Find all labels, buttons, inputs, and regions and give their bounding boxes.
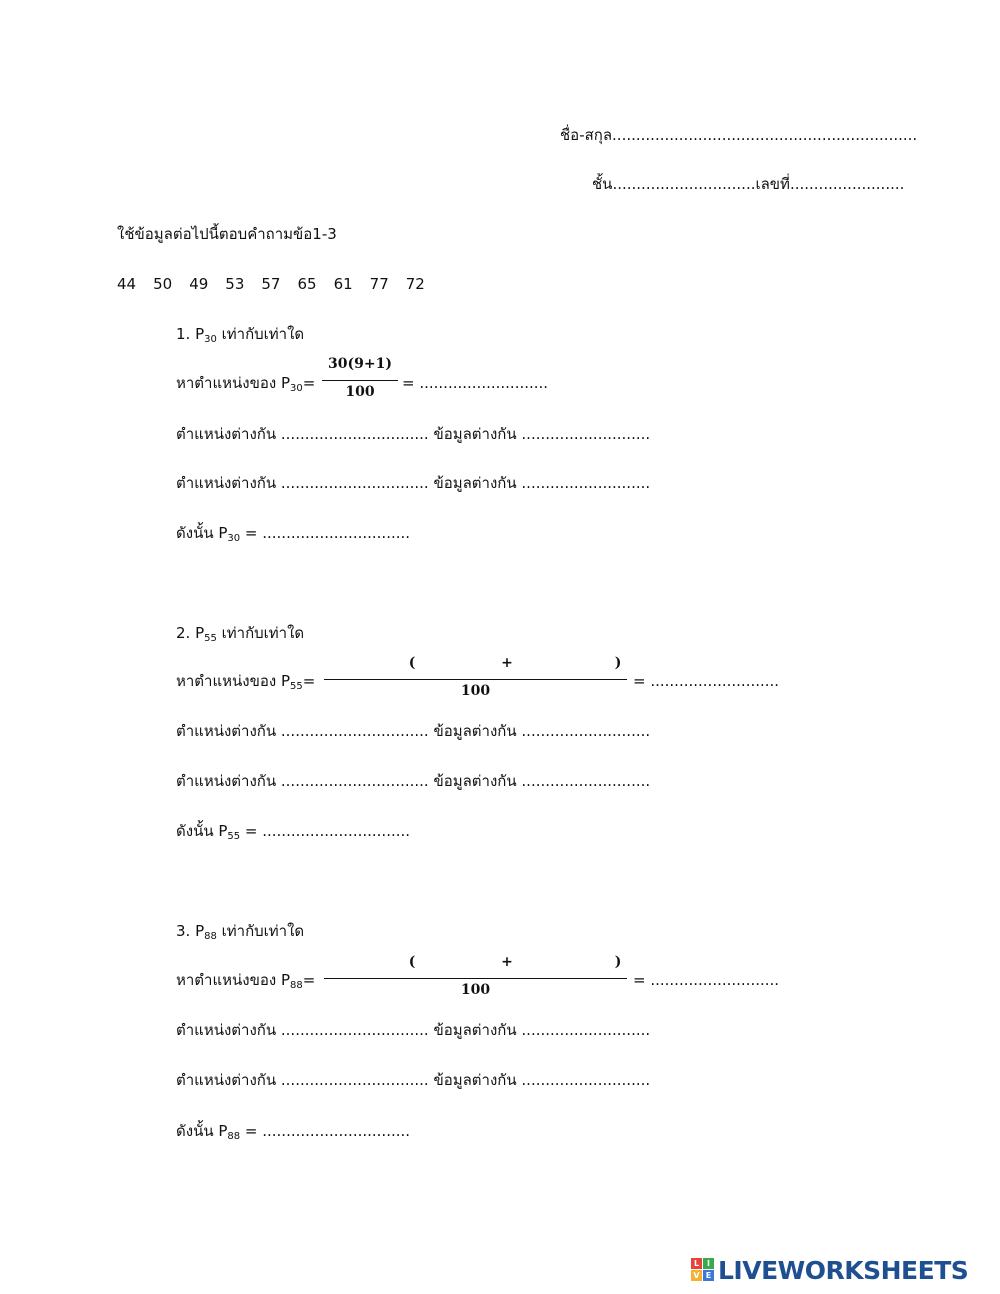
data-value: 57 [261, 275, 281, 293]
question-3-position-label: หาตำแหน่งของ $P_{88}=$ [176, 971, 316, 991]
number-blank[interactable]: ........................ [789, 175, 905, 193]
numerator-plus: + [501, 954, 513, 970]
instruction-text: ใช้ข้อมูลต่อไปนี้ตอบคำถามข้อ1-3 [117, 225, 337, 243]
question-1-fraction [322, 356, 398, 406]
numerator-close-paren: ) [614, 655, 622, 671]
question-1-diff-row-2[interactable]: ตำแหน่งต่างกัน ............................... ข้อมูลต่างกัน ........................... [176, 474, 651, 492]
dataset-values [117, 274, 442, 294]
data-value: 72 [405, 275, 425, 293]
numerator-close-paren: ) [614, 954, 622, 970]
question-1-answer[interactable]: ดังนั้น $P_{30}$ = ............................... [176, 524, 411, 544]
question-3-fraction[interactable] [324, 954, 627, 1004]
data-value: 61 [333, 275, 353, 293]
data-value: 53 [225, 275, 245, 293]
question-3-title: 3. $P_{88}$ เท่ากับเท่าใด [176, 922, 305, 942]
class-number-field[interactable] [592, 174, 904, 194]
question-2-position-label: หาตำแหน่งของ $P_{55}=$ [176, 672, 316, 692]
liveworksheets-logo [690, 1255, 968, 1285]
question-3-diff-row-2[interactable]: ตำแหน่งต่างกัน ............................... ข้อมูลต่างกัน ........................... [176, 1071, 651, 1089]
name-field[interactable] [560, 125, 917, 145]
question-3-answer[interactable]: ดังนั้น $P_{88}$ = ............................... [176, 1122, 411, 1142]
data-value: 77 [369, 275, 389, 293]
question-1-title: 1. $P_{30}$ เท่ากับเท่าใด [176, 325, 305, 345]
question-1-position-label: หาตำแหน่งของ $P_{30}=$ [176, 374, 316, 394]
fraction-denominator: 100 [345, 384, 375, 400]
question-3-position-result[interactable]: = ........................... [633, 971, 780, 989]
fraction-bar [322, 380, 398, 381]
data-value: 49 [189, 275, 209, 293]
numerator-open-paren: ( [408, 954, 416, 970]
question-1-position-result[interactable]: = ........................... [402, 374, 549, 392]
question-2-fraction[interactable] [324, 655, 627, 705]
class-blank[interactable]: .............................. [612, 175, 756, 193]
logo-tile: V [691, 1270, 702, 1281]
question-1-diff-row-1[interactable]: ตำแหน่งต่างกัน ............................... ข้อมูลต่างกัน ........................... [176, 425, 651, 443]
fraction-denominator: 100 [460, 683, 491, 699]
fraction-bar [324, 679, 627, 680]
logo-tile: E [703, 1270, 714, 1281]
logo-mark-icon [690, 1257, 716, 1283]
class-label: ชั้น [592, 175, 613, 193]
question-2-diff-row-1[interactable]: ตำแหน่งต่างกัน ............................... ข้อมูลต่างกัน ........................... [176, 722, 651, 740]
question-2-answer[interactable]: ดังนั้น $P_{55}$ = ............................... [176, 822, 411, 842]
logo-tile: L [691, 1258, 702, 1269]
fraction-bar [324, 978, 627, 979]
question-2-diff-row-2[interactable]: ตำแหน่งต่างกัน ............................... ข้อมูลต่างกัน ........................... [176, 772, 651, 790]
question-3-diff-row-1[interactable]: ตำแหน่งต่างกัน ............................... ข้อมูลต่างกัน ........................... [176, 1021, 651, 1039]
question-2-title: 2. $P_{55}$ เท่ากับเท่าใด [176, 624, 305, 644]
logo-text: LIVEWORKSHEETS [718, 1255, 969, 1285]
question-2-position-result[interactable]: = ........................... [633, 672, 780, 690]
fraction-numerator: 30(9+1) [328, 356, 392, 372]
number-label: เลขที่ [755, 175, 790, 193]
data-value: 50 [153, 275, 173, 293]
name-label: ชื่อ-สกุล................................................................ [560, 126, 918, 144]
logo-tile: I [703, 1258, 714, 1269]
fraction-denominator: 100 [460, 982, 491, 998]
numerator-plus: + [501, 655, 513, 671]
data-value: 44 [117, 275, 137, 293]
data-value: 65 [297, 275, 317, 293]
numerator-open-paren: ( [408, 655, 416, 671]
